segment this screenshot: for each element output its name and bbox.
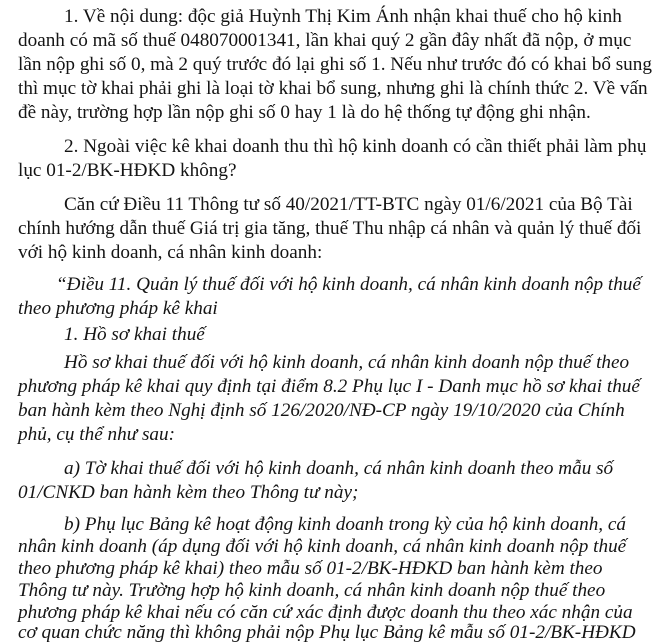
doc-line-italic: cơ quan chức năng thì không phải nộp Phụ lục Bảng kê mẫu số 01-2/BK-HĐKD [18,622,636,643]
doc-line: với hộ kinh doanh, cá nhân kinh doanh: [18,242,323,263]
doc-line-italic: nhân kinh doanh (áp dụng đối với hộ kinh doanh, cá nhân kinh doanh nộp thuế [18,536,627,557]
doc-line-italic: 01/CNKD ban hành kèm theo Thông tư này; [18,482,359,503]
doc-line: lần nộp ghi số 0, mà 2 quý trước đó lại ghi số 1. Nếu như trước đó có khai bổ sung [18,54,652,75]
doc-line-italic: phương pháp kê khai nếu có căn cứ xác định được doanh thu theo xác nhận của [18,602,633,623]
doc-line-italic: Hồ sơ khai thuế đối với hộ kinh doanh, cá nhân kinh doanh nộp thuế theo [64,352,630,373]
doc-line: Căn cứ Điều 11 Thông tư số 40/2021/TT-BTC ngày 01/6/2021 của Bộ Tài [64,194,633,215]
doc-line: đề này, trường hợp lần nộp ghi số 0 hay 1 là do hệ thống tự động ghi nhận. [18,102,591,123]
doc-line-italic: phương pháp kê khai quy định tại điểm 8.2 Phụ lục I - Danh mục hồ sơ khai thuế [18,376,640,397]
doc-line: lục 01-2/BK-HĐKD không? [18,160,237,181]
doc-line-italic: Thông tư này. Trường hợp hộ kinh doanh, cá nhân kinh doanh nộp thuế theo [18,580,606,601]
doc-line-italic: ban hành kèm theo Nghị định số 126/2020/NĐ-CP ngày 19/10/2020 của Chính [18,400,625,421]
doc-line: chính hướng dẫn thuế Giá trị gia tăng, thuế Thu nhập cá nhân và quản lý thuế đối [18,218,642,239]
doc-line-italic: a) Tờ khai thuế đối với hộ kinh doanh, cá nhân kinh doanh theo mẫu số [64,458,614,479]
doc-line-italic: “Điều 11. Quản lý thuế đối với hộ kinh doanh, cá nhân kinh doanh nộp thuế [56,274,641,295]
doc-line: 2. Ngoài việc kê khai doanh thu thì hộ kinh doanh có cần thiết phải làm phụ [64,136,647,157]
doc-line: doanh có mã số thuế 048070001341, lần khai quý 2 gần đây nhất đã nộp, ở mục [18,30,632,51]
doc-line-italic: phủ, cụ thể như sau: [18,424,176,445]
doc-line: 1. Về nội dung: độc giả Huỳnh Thị Kim Ánh nhận khai thuế cho hộ kinh [64,6,622,27]
doc-line-italic: 1. Hồ sơ khai thuế [64,324,205,345]
doc-line: thì mục tờ khai phải ghi là loại tờ khai bổ sung, nhưng ghi là chính thức 2. Về vấn [18,78,648,99]
doc-line-italic: theo phương pháp kê khai [18,298,218,319]
doc-line-italic: b) Phụ lục Bảng kê hoạt động kinh doanh trong kỳ của hộ kinh doanh, cá [64,514,627,535]
doc-line-italic: theo phương pháp kê khai) theo mẫu số 01-2/BK-HĐKD ban hành kèm theo [18,558,603,579]
